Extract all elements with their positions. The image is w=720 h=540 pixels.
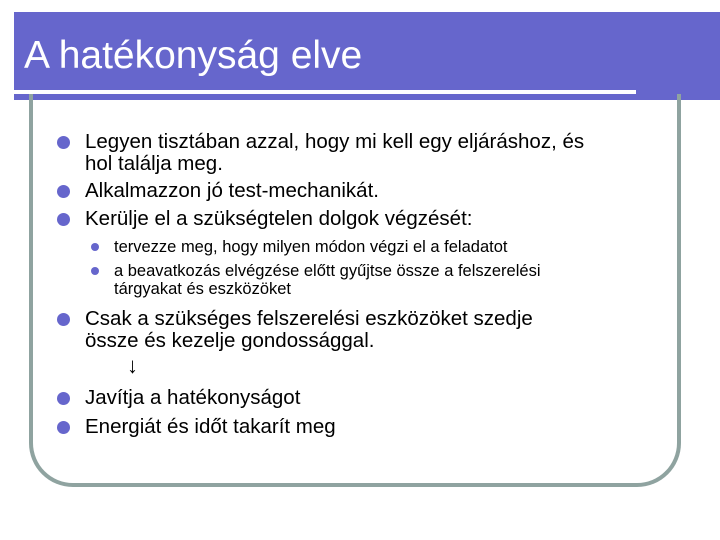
sub-bullet-text-line: tárgyakat és eszközöket — [114, 280, 292, 298]
bullet-dot-icon — [57, 185, 70, 198]
bullet-text-line: Csak a szükséges felszerelési eszközöket szedje — [85, 307, 533, 330]
bullet-dot-icon — [57, 421, 70, 434]
bullet-text-line: Kerülje el a szükségtelen dolgok végzését: — [85, 207, 473, 230]
bullet-item — [85, 208, 472, 230]
bullet-item — [85, 180, 379, 202]
bullet-item — [85, 387, 300, 409]
sub-bullet-item — [114, 238, 507, 256]
sub-bullet-text-line: a beavatkozás elvégzése előtt gyűjtse össze a felszerelési — [114, 262, 541, 280]
bullet-text-line: Energiát és időt takarít meg — [85, 415, 336, 438]
sub-bullet-item — [114, 262, 541, 298]
bullet-item — [85, 131, 584, 175]
bullet-text-line: Legyen tisztában azzal, hogy mi kell egy eljáráshoz, és — [85, 130, 585, 153]
bullet-text-line: Alkalmazzon jó test-mechanikát. — [85, 179, 379, 202]
slide-title: A hatékonyság elve — [24, 34, 363, 77]
bullet-text-line: hol találja meg. — [85, 152, 223, 175]
bullet-dot-icon — [57, 136, 70, 149]
sub-bullet-text-line: tervezze meg, hogy milyen módon végzi el a feladatot — [114, 238, 508, 256]
bullet-item — [85, 308, 533, 352]
bullet-dot-icon — [57, 313, 70, 326]
bullet-item — [85, 416, 336, 438]
sub-bullet-dot-icon — [91, 267, 99, 275]
sub-bullet-dot-icon — [91, 243, 99, 251]
bullet-text-line: össze és kezelje gondossággal. — [85, 329, 375, 352]
down-arrow-icon: ↓ — [127, 353, 138, 378]
bullet-text-line: Javítja a hatékonyságot — [85, 386, 301, 409]
bullet-dot-icon — [57, 392, 70, 405]
bullet-dot-icon — [57, 213, 70, 226]
